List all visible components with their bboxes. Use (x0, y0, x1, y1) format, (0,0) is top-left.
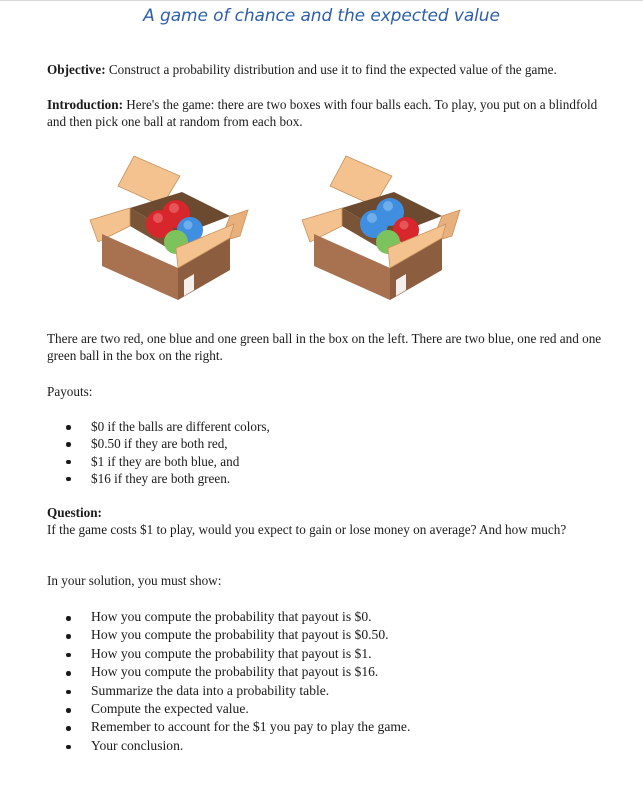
list-item: Compute the expected value. (47, 700, 607, 718)
question-text: If the game costs $1 to play, would you expect to gain or lose money on average? And how much? (47, 522, 567, 537)
page-title: A game of chance and the expected value (143, 6, 500, 26)
list-item: $0 if the balls are different colors, (47, 418, 607, 435)
objective-label: Objective: (47, 62, 106, 77)
list-item: $0.50 if they are both red, (47, 435, 607, 452)
list-item: Remember to account for the $1 you pay to play the game. (47, 718, 607, 736)
solution-list (47, 608, 607, 755)
list-item: $16 if they are both green. (47, 470, 607, 487)
question-heading (47, 505, 617, 522)
introduction-paragraph (47, 97, 617, 130)
left-box-image (80, 150, 250, 300)
objective-paragraph (47, 62, 617, 79)
boxes-illustration (80, 150, 510, 300)
solution-intro: In your solution, you must show: (47, 573, 222, 588)
list-item: Summarize the data into a probability table. (47, 682, 607, 700)
introduction-text: Here's the game: there are two boxes with four balls each. To play, you put on a blindfold and then pick one ball at random from each box. (47, 97, 598, 129)
objective-text: Construct a probability distribution and use it to find the expected value of the game. (105, 62, 557, 77)
box-description: There are two red, one blue and one green ball in the box on the left. There are two blue, one red and one green ball in the box on the right. (47, 331, 602, 363)
introduction-label: Introduction: (47, 97, 123, 112)
list-item: How you compute the probability that payout is $0.50. (47, 626, 607, 644)
list-item: How you compute the probability that payout is $0. (47, 608, 607, 626)
list-item: How you compute the probability that payout is $1. (47, 645, 607, 663)
top-rule (0, 0, 643, 1)
list-item: Your conclusion. (47, 737, 607, 755)
question-label: Question: (47, 505, 102, 520)
right-box-image (292, 150, 462, 300)
payouts-heading: Payouts: (47, 384, 93, 399)
payouts-list (47, 418, 607, 487)
list-item: $1 if they are both blue, and (47, 453, 607, 470)
list-item: How you compute the probability that payout is $16. (47, 663, 607, 681)
